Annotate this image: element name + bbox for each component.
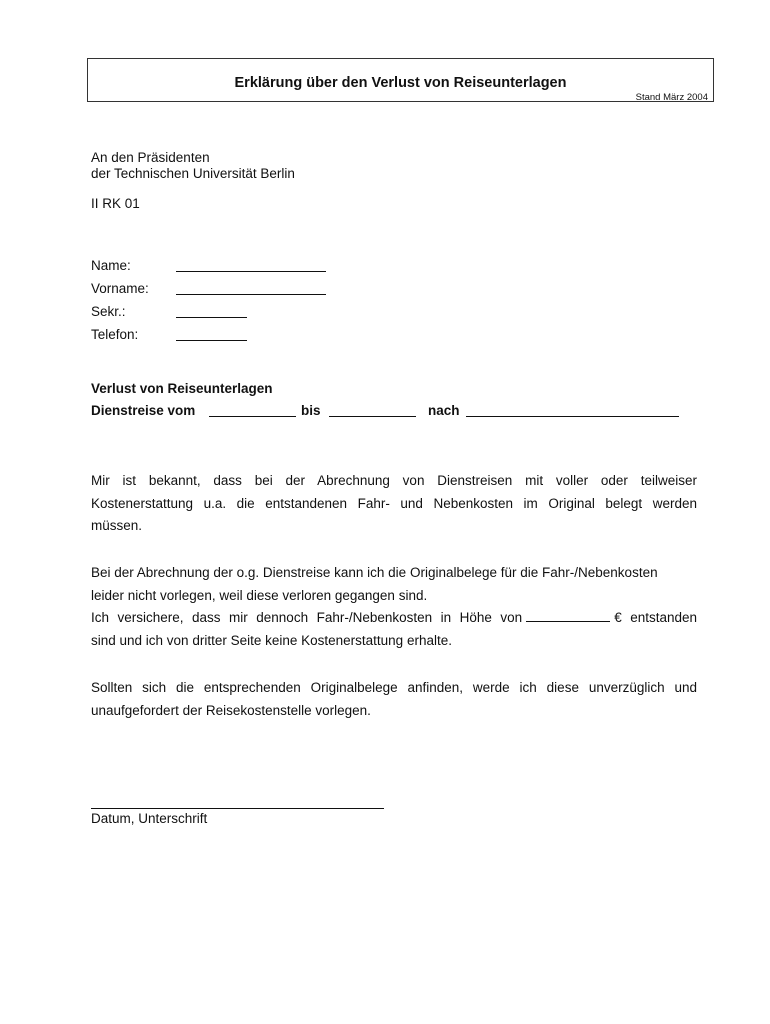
vorname-field[interactable] xyxy=(176,294,326,295)
version-date: Stand März 2004 xyxy=(635,92,708,103)
p2-line-4: sind und ich von dritter Seite keine Kostenerstattung erhalte. xyxy=(91,632,452,648)
p3-line-2: unaufgefordert der Reisekostenstelle vorlegen. xyxy=(91,702,371,718)
document-title: Erklärung über den Verlust von Reiseunterlagen xyxy=(234,75,567,91)
p1-line-1: Mir ist bekannt, dass bei der Abrechnung von Dienstreisen mit voller oder teilweiser xyxy=(91,473,697,488)
telefon-field[interactable] xyxy=(176,340,247,341)
p2-line-3-start: Ich versichere, dass mir dennoch Fahr-/Nebenkosten in Höhe von xyxy=(91,610,523,625)
trip-dest-field[interactable] xyxy=(466,416,679,417)
trip-dest-label: nach xyxy=(428,403,460,418)
signature-label: Datum, Unterschrift xyxy=(91,811,208,826)
p3-line-1: Sollten sich die entsprechenden Originalbelege anfinden, werde ich diese unverzüglich und xyxy=(91,680,697,695)
vorname-label: Vorname: xyxy=(91,281,149,296)
trip-to-label: bis xyxy=(301,403,321,418)
recipient-line-2: der Technischen Universität Berlin xyxy=(91,166,295,181)
trip-to-field[interactable] xyxy=(329,416,416,417)
trip-from-label: Dienstreise vom xyxy=(91,403,196,418)
trip-from-field[interactable] xyxy=(209,416,296,417)
sekr-field[interactable] xyxy=(176,317,247,318)
name-label: Name: xyxy=(91,258,131,273)
telefon-label: Telefon: xyxy=(91,327,139,342)
paragraph-3 xyxy=(91,677,697,722)
sekr-label: Sekr.: xyxy=(91,304,126,319)
p2-line-3 xyxy=(91,607,697,630)
p1-line-2: Kostenerstattung u.a. die entstandenen Fahr- und Nebenkosten im Original belegt werden xyxy=(91,495,697,511)
signature-field[interactable] xyxy=(91,808,384,809)
p2-line-3-end: € entstanden xyxy=(614,610,698,625)
header-box xyxy=(87,58,714,102)
paragraph-2 xyxy=(91,562,697,652)
reference-code: II RK 01 xyxy=(91,196,140,211)
p2-line-2: leider nicht vorlegen, weil diese verloren gegangen sind. xyxy=(91,587,428,603)
amount-field[interactable] xyxy=(526,609,610,622)
p1-line-3: müssen. xyxy=(91,518,143,533)
recipient-line-1: An den Präsidenten xyxy=(91,150,210,165)
name-field[interactable] xyxy=(176,271,326,272)
paragraph-1 xyxy=(91,470,697,538)
loss-heading: Verlust von Reiseunterlagen xyxy=(91,381,273,396)
p2-line-1: Bei der Abrechnung der o.g. Dienstreise kann ich die Originalbelege für die Fahr-/Nebenkosten xyxy=(91,565,658,580)
